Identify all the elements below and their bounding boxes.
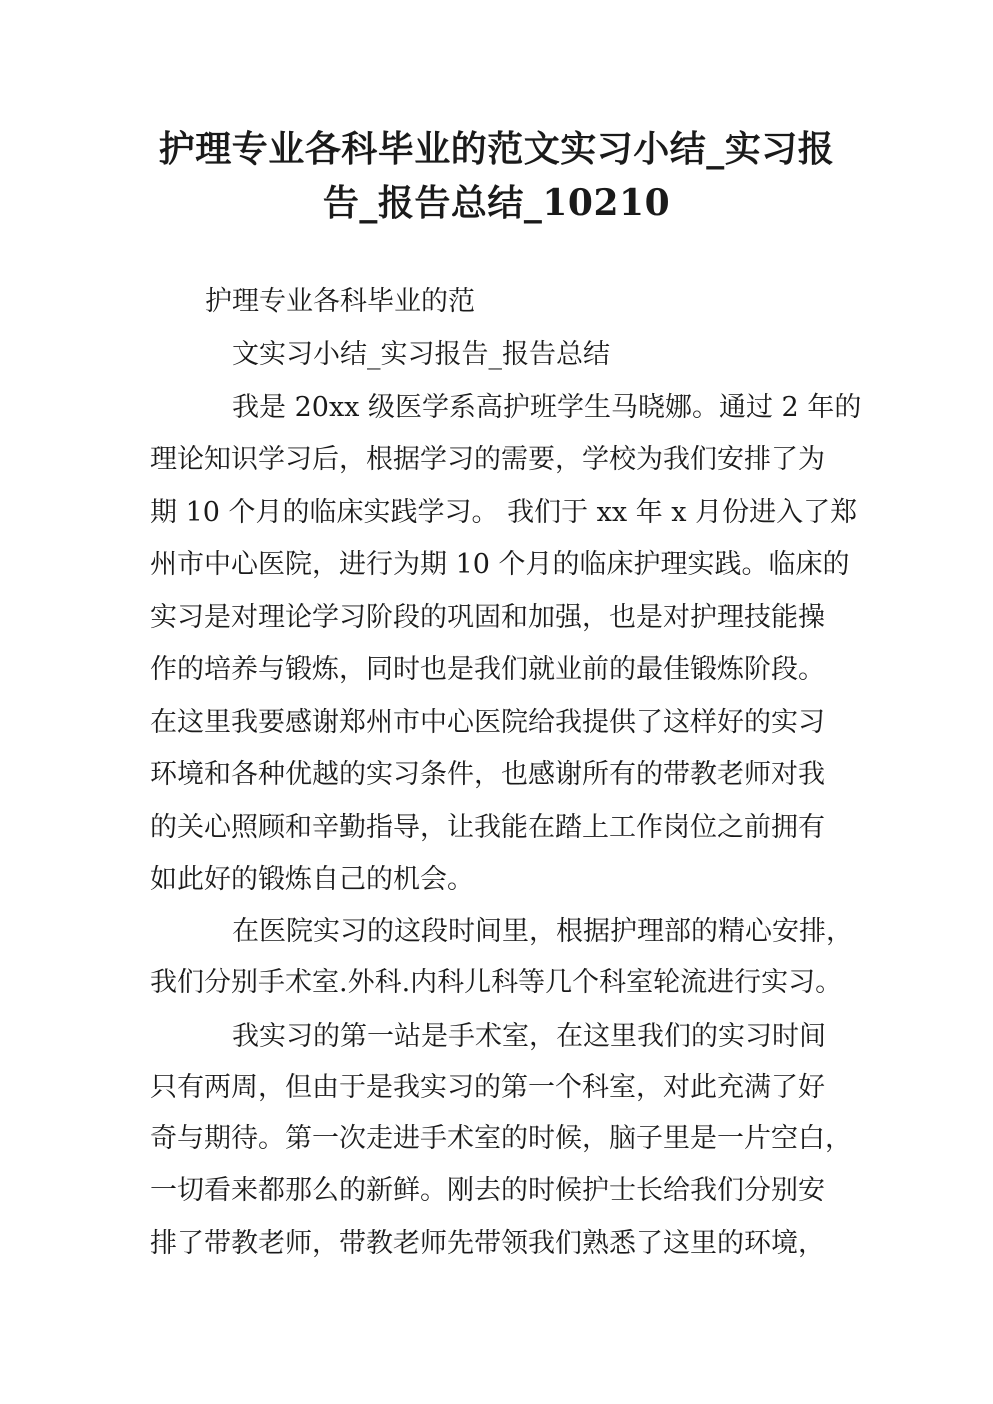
body-line: 州市中心医院，进行为期 10 个月的临床护理实践。临床的 bbox=[150, 549, 850, 580]
body-line: 我们分别手术室.外科.内科儿科等几个科室轮流进行实习。 bbox=[150, 967, 843, 998]
body-line: 我是 20xx 级医学系高护班学生马晓娜。通过 2 年的 bbox=[232, 392, 862, 423]
body-line: 护理专业各科毕业的范 bbox=[205, 286, 475, 317]
body-line: 作的培养与锻炼，同时也是我们就业前的最佳锻炼阶段。 bbox=[150, 654, 825, 685]
body-line: 我实习的第一站是手术室，在这里我们的实习时间 bbox=[232, 1021, 826, 1052]
body-line: 如此好的锻炼自己的机会。 bbox=[150, 864, 474, 895]
body-line: 期 10 个月的临床实践学习。 我们于 xx 年 x 月份进入了郑 bbox=[150, 497, 858, 528]
body-line: 只有两周，但由于是我实习的第一个科室，对此充满了好 bbox=[150, 1072, 825, 1103]
title-line-2: 告_报告总结_10210 bbox=[322, 182, 671, 224]
body-line: 在医院实习的这段时间里，根据护理部的精心安排， bbox=[232, 916, 853, 947]
body-line: 文实习小结_实习报告_报告总结 bbox=[232, 339, 610, 370]
body-line: 的关心照顾和辛勤指导，让我能在踏上工作岗位之前拥有 bbox=[150, 812, 825, 843]
body-line: 环境和各种优越的实习条件，也感谢所有的带教老师对我 bbox=[150, 759, 825, 790]
title-line-1: 护理专业各科毕业的范文实习小结_实习报 bbox=[158, 128, 835, 170]
body-line: 在这里我要感谢郑州市中心医院给我提供了这样好的实习 bbox=[150, 707, 825, 738]
body-line: 奇与期待。第一次走进手术室的时候，脑子里是一片空白， bbox=[150, 1123, 852, 1154]
body-line: 一切看来都那么的新鲜。刚去的时候护士长给我们分别安 bbox=[150, 1175, 825, 1206]
body-line: 实习是对理论学习阶段的巩固和加强，也是对护理技能操 bbox=[150, 602, 825, 633]
body-line: 理论知识学习后，根据学习的需要，学校为我们安排了为 bbox=[150, 444, 825, 475]
body-line: 排了带教老师，带教老师先带领我们熟悉了这里的环境， bbox=[150, 1228, 825, 1259]
document-title bbox=[120, 122, 873, 230]
